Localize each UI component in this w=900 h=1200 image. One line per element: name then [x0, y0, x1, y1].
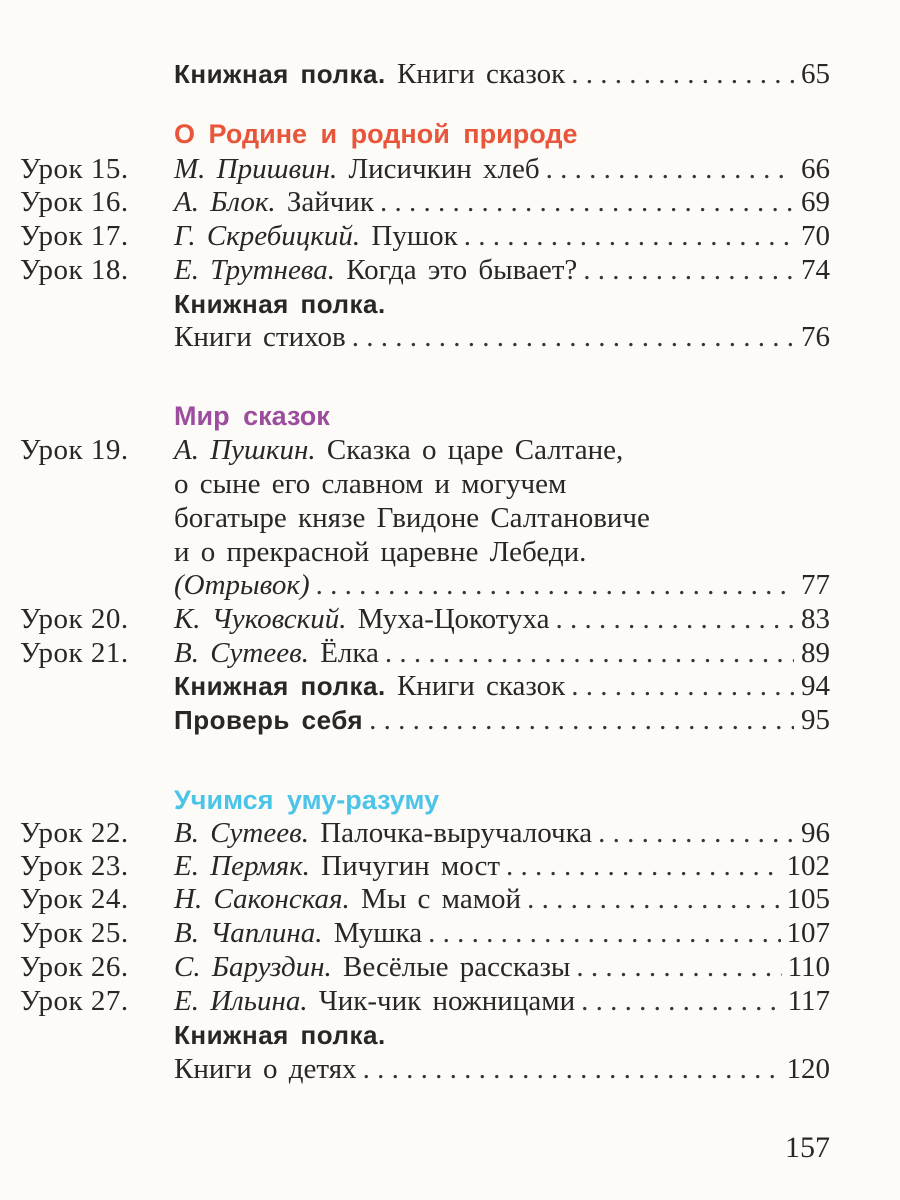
entry-title: Книги стихов — [174, 321, 346, 353]
page-number: 70 — [801, 220, 830, 252]
entry-title: Пушок — [371, 220, 458, 252]
dot-leader — [571, 56, 794, 92]
entry-author: Г. Скребицкий. — [174, 220, 361, 252]
toc-entry-lesson19-line3 — [0, 500, 900, 536]
lesson-label: Урок 18. — [20, 254, 129, 286]
page-number: 77 — [801, 569, 830, 601]
dot-leader — [583, 252, 794, 288]
toc-entry-lesson19-line2 — [0, 466, 900, 502]
entry-title: Муха-Цокотуха — [357, 603, 550, 635]
entry-author: В. Сутеев. — [174, 817, 309, 849]
entry-author: А. Пушкин. — [174, 434, 316, 466]
dot-leader — [428, 915, 780, 951]
entry-author: Е. Трутнева. — [174, 254, 335, 286]
toc-entry-shelf-children — [0, 1051, 900, 1087]
toc-entry — [0, 218, 900, 254]
entry-title: Сказка о царе Салтане, — [326, 434, 624, 466]
entry-author: М. Пришвин. — [174, 153, 338, 185]
lesson-label: Урок 25. — [20, 917, 129, 949]
dot-leader — [546, 151, 794, 187]
entry-author: Е. Пермяк. — [174, 850, 310, 882]
entry-title: Весёлые рассказы — [343, 951, 571, 983]
page-number: 102 — [786, 850, 830, 882]
entry-author: Е. Ильина. — [174, 985, 308, 1017]
section-heading-motherland: О Родине и родной природе — [174, 119, 578, 149]
entry-author: С. Баруздин. — [174, 951, 332, 983]
entry-bold: Книжная полка. — [174, 289, 386, 319]
page-number: 110 — [787, 951, 830, 983]
entry-bold: Проверь себя — [174, 705, 364, 735]
entry-author: В. Чаплина. — [174, 917, 323, 949]
lesson-label: Урок 21. — [20, 637, 129, 669]
page-number: 66 — [801, 153, 830, 185]
page-number: 107 — [786, 917, 830, 949]
entry-bold: Книжная полка. — [174, 59, 386, 89]
toc-entry-shelf-poems — [0, 319, 900, 355]
dot-leader — [527, 881, 780, 917]
dot-leader — [352, 319, 794, 355]
dot-leader — [464, 218, 794, 254]
dot-leader — [369, 702, 794, 738]
lesson-label: Урок 26. — [20, 951, 129, 983]
entry-title: Книги сказок — [396, 670, 566, 702]
page-number: 89 — [801, 637, 830, 669]
page-number: 95 — [801, 704, 830, 736]
entry-title: Чик-чик ножницами — [318, 985, 576, 1017]
entry-title: Книги сказок — [396, 58, 566, 90]
dot-leader — [316, 567, 794, 603]
page-number: 69 — [801, 186, 830, 218]
entry-title: Когда это бывает? — [346, 254, 578, 286]
entry-bold: Книжная полка. — [174, 1020, 386, 1050]
entry-title: Мы с мамой — [361, 883, 522, 915]
toc-entry-lesson19-line5 — [0, 567, 900, 603]
toc-shelf-heading — [0, 286, 900, 322]
page-number: 76 — [801, 321, 830, 353]
toc-entry — [0, 915, 900, 951]
page-number: 96 — [801, 817, 830, 849]
dot-leader — [385, 635, 794, 671]
toc-entry — [0, 635, 900, 671]
toc-entry — [0, 151, 900, 187]
toc-shelf-heading — [0, 1017, 900, 1053]
entry-title: (Отрывок) — [174, 569, 310, 601]
lesson-label: Урок 16. — [20, 186, 129, 218]
dot-leader — [581, 983, 781, 1019]
entry-title: Книги о детях — [174, 1053, 357, 1085]
dot-leader — [598, 815, 794, 851]
entry-author: А. Блок. — [174, 186, 276, 218]
page-number: 74 — [801, 254, 830, 286]
toc-entry — [0, 848, 900, 884]
page-number: 65 — [801, 58, 830, 90]
dot-leader — [506, 848, 781, 884]
page-number: 120 — [786, 1053, 830, 1085]
entry-title: Пичугин мост — [321, 850, 500, 882]
entry-author: Н. Саконская. — [174, 883, 350, 915]
toc-entry-shelf-fairytales — [0, 668, 900, 704]
page-number: 105 — [786, 883, 830, 915]
toc-entry-lesson19-line4 — [0, 534, 900, 570]
lesson-label: Урок 24. — [20, 883, 129, 915]
toc-entry — [0, 252, 900, 288]
toc-entry — [0, 815, 900, 851]
lesson-label: Урок 15. — [20, 153, 129, 185]
lesson-label: Урок 27. — [20, 985, 129, 1017]
section-heading-learning: Учимся уму-разуму — [174, 785, 440, 815]
toc-entry-shelf-fairytales-top — [0, 56, 900, 92]
page-number: 94 — [801, 670, 830, 702]
toc-entry — [0, 601, 900, 637]
page-footer-number: 157 — [785, 1131, 830, 1164]
lesson-label: Урок 23. — [20, 850, 129, 882]
page-number: 117 — [787, 985, 830, 1017]
lesson-label: Урок 19. — [20, 434, 129, 466]
toc-entry — [0, 881, 900, 917]
entry-bold: Книжная полка. — [174, 671, 386, 701]
entry-title: и о прекрасной царевне Лебеди. — [174, 536, 587, 568]
dot-leader — [363, 1051, 781, 1087]
dot-leader — [576, 949, 781, 985]
page-number: 83 — [801, 603, 830, 635]
entry-title: о сыне его славном и могучем — [174, 468, 567, 500]
entry-title: Ёлка — [320, 637, 379, 669]
toc-entry — [0, 983, 900, 1019]
toc-entry — [0, 184, 900, 220]
entry-title: Мушка — [333, 917, 423, 949]
entry-title: Палочка-выручалочка — [320, 817, 593, 849]
dot-leader — [380, 184, 794, 220]
lesson-label: Урок 20. — [20, 603, 129, 635]
entry-author: В. Сутеев. — [174, 637, 309, 669]
entry-title: Лисичкин хлеб — [348, 153, 540, 185]
lesson-label: Урок 17. — [20, 220, 129, 252]
toc-entry-check-yourself — [0, 702, 900, 738]
section-heading-fairytales: Мир сказок — [174, 401, 330, 431]
entry-author: К. Чуковский. — [174, 603, 347, 635]
toc-entry — [0, 949, 900, 985]
dot-leader — [571, 668, 794, 704]
dot-leader — [556, 601, 794, 637]
lesson-label: Урок 22. — [20, 817, 129, 849]
entry-title: Зайчик — [286, 186, 375, 218]
entry-title: богатыре князе Гвидоне Салтановиче — [174, 502, 650, 534]
toc-entry-lesson19-line1 — [0, 432, 900, 468]
